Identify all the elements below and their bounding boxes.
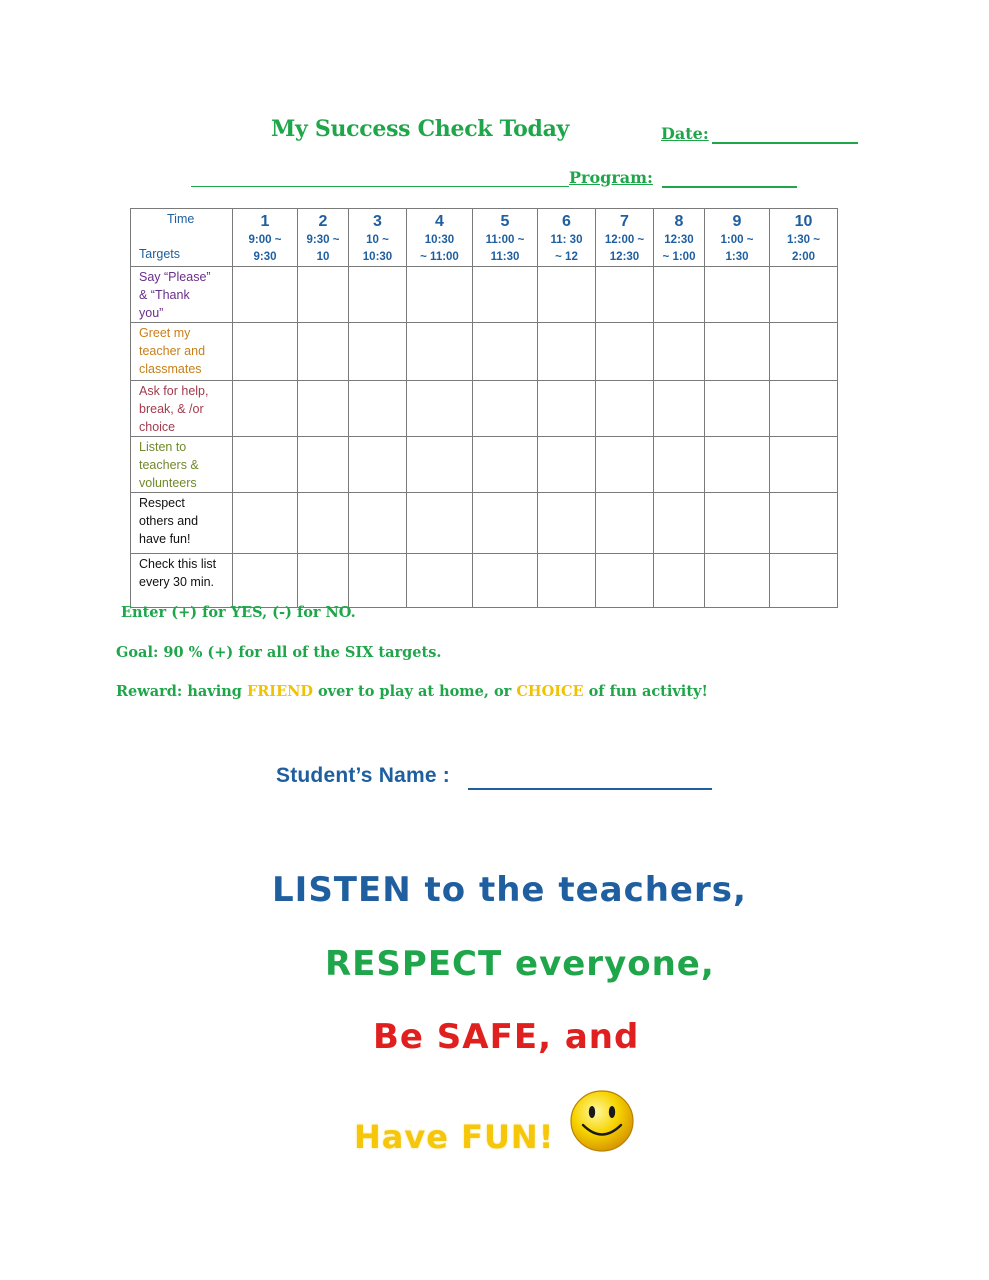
check-cell[interactable] <box>705 323 770 381</box>
motto-respect: RESPECT everyone, <box>325 944 715 984</box>
time-slot-start: 12:00 ~ <box>604 234 645 246</box>
time-slot-end: ~ 11:00 <box>420 251 459 263</box>
check-cell[interactable] <box>298 437 349 493</box>
check-cell[interactable] <box>298 493 349 554</box>
time-slot-start: 11:00 ~ <box>485 234 525 246</box>
check-cell[interactable] <box>705 437 770 493</box>
check-cell[interactable] <box>596 323 654 381</box>
time-slot-end: 2:00 <box>791 251 816 263</box>
reward-friend: FRIEND <box>246 683 313 700</box>
student-name-label: Student’s Name : <box>276 764 450 787</box>
time-slot-end: 10 <box>316 251 330 263</box>
time-slot-header-3 <box>349 209 407 267</box>
check-cell[interactable] <box>654 381 705 437</box>
check-cell[interactable] <box>654 323 705 381</box>
time-slot-start: 12:30 <box>664 234 694 246</box>
check-cell[interactable] <box>473 437 538 493</box>
check-cell[interactable] <box>770 437 838 493</box>
check-cell[interactable] <box>770 267 838 323</box>
time-slot-number: 7 <box>620 213 629 230</box>
check-cell[interactable] <box>538 554 596 608</box>
goal-instruction: Goal: 90 % (+) for all of the SIX targets. <box>116 644 442 661</box>
reward-middle: over to play at home, or <box>312 683 517 700</box>
check-cell[interactable] <box>770 493 838 554</box>
target-label-line: others and <box>139 514 199 528</box>
check-cell[interactable] <box>770 323 838 381</box>
time-slot-start: 9:00 ~ <box>248 234 282 246</box>
time-slot-start: 10 ~ <box>366 234 389 246</box>
check-cell[interactable] <box>596 267 654 323</box>
time-slot-end: ~ 1:00 <box>662 251 696 263</box>
check-cell[interactable] <box>349 437 407 493</box>
check-cell[interactable] <box>596 493 654 554</box>
check-cell[interactable] <box>233 554 298 608</box>
check-cell[interactable] <box>233 323 298 381</box>
time-slot-number: 5 <box>500 213 510 230</box>
check-cell[interactable] <box>298 323 349 381</box>
motto-fun: Have FUN! <box>354 1118 555 1156</box>
check-cell[interactable] <box>349 267 407 323</box>
check-cell[interactable] <box>705 554 770 608</box>
target-label-line: have fun! <box>139 532 191 546</box>
check-cell[interactable] <box>407 323 473 381</box>
check-cell[interactable] <box>233 381 298 437</box>
time-slot-number: 9 <box>732 213 742 230</box>
time-slot-start: 1:30 ~ <box>787 234 820 246</box>
check-cell[interactable] <box>596 437 654 493</box>
targets-heading: Targets <box>139 247 180 261</box>
enter-instruction: Enter (+) for YES, (-) for NO. <box>121 604 356 621</box>
program-lead-line <box>191 186 569 187</box>
check-cell[interactable] <box>298 381 349 437</box>
target-label-cell <box>131 323 233 381</box>
time-slot-number: 8 <box>674 213 684 230</box>
time-slot-end: 1:30 <box>725 251 749 263</box>
check-cell[interactable] <box>654 554 705 608</box>
check-cell[interactable] <box>473 267 538 323</box>
check-cell[interactable] <box>538 323 596 381</box>
time-slot-header-2 <box>298 209 349 267</box>
target-label-cell <box>131 267 233 323</box>
check-cell[interactable] <box>473 323 538 381</box>
time-slot-number: 6 <box>562 213 571 230</box>
program-label: Program: <box>569 168 653 187</box>
check-cell[interactable] <box>298 554 349 608</box>
time-slot-start: 9:30 ~ <box>306 234 340 246</box>
check-cell[interactable] <box>770 381 838 437</box>
target-row <box>131 323 838 381</box>
program-field-line[interactable] <box>662 186 797 188</box>
header-row <box>131 209 838 267</box>
check-cell[interactable] <box>407 554 473 608</box>
check-cell[interactable] <box>349 381 407 437</box>
time-slot-end: 11:30 <box>490 251 520 263</box>
corner-cell <box>131 209 233 267</box>
time-slot-number: 3 <box>373 213 382 230</box>
time-slot-number: 1 <box>260 213 270 230</box>
time-slot-end: ~ 12 <box>555 251 578 263</box>
date-field-line[interactable] <box>712 142 858 144</box>
check-cell[interactable] <box>349 554 407 608</box>
check-cell[interactable] <box>407 381 473 437</box>
check-cell[interactable] <box>407 493 473 554</box>
target-label-cell <box>131 381 233 437</box>
check-cell[interactable] <box>473 554 538 608</box>
motto-listen: LISTEN to the teachers, <box>272 870 747 910</box>
check-cell[interactable] <box>349 493 407 554</box>
check-cell[interactable] <box>233 437 298 493</box>
time-slot-header-7 <box>596 209 654 267</box>
smiley-face-icon <box>568 1088 636 1154</box>
motto-safe: Be SAFE, and <box>373 1017 640 1057</box>
time-slot-header-5 <box>473 209 538 267</box>
reward-choice: CHOICE <box>516 683 584 700</box>
check-cell[interactable] <box>473 493 538 554</box>
check-cell[interactable] <box>407 267 473 323</box>
check-cell[interactable] <box>654 267 705 323</box>
target-label-cell <box>131 437 233 493</box>
check-cell[interactable] <box>705 493 770 554</box>
check-cell[interactable] <box>407 437 473 493</box>
time-heading: Time <box>167 212 195 226</box>
time-slot-end: 9:30 <box>253 251 277 263</box>
target-label-line: classmates <box>139 362 202 376</box>
target-row <box>131 267 838 323</box>
target-label-line: teachers & <box>139 458 199 472</box>
check-cell[interactable] <box>298 267 349 323</box>
check-cell[interactable] <box>596 381 654 437</box>
time-slot-number: 4 <box>435 213 444 230</box>
target-label-line: Check this list <box>139 557 217 571</box>
target-label-line: Respect <box>139 496 185 510</box>
check-cell[interactable] <box>473 381 538 437</box>
check-cell[interactable] <box>538 267 596 323</box>
target-label-line: break, & /or <box>139 402 204 416</box>
target-label-line: Greet my <box>139 326 191 340</box>
success-check-table <box>130 208 838 608</box>
check-cell[interactable] <box>770 554 838 608</box>
target-label-line: volunteers <box>139 476 197 490</box>
time-slot-header-8 <box>654 209 705 267</box>
time-slot-header-6 <box>538 209 596 267</box>
time-slot-header-4 <box>407 209 473 267</box>
time-slot-header-10 <box>770 209 838 267</box>
reward-instruction <box>116 683 708 700</box>
target-label-line: teacher and <box>139 344 206 358</box>
time-slot-number: 2 <box>318 213 328 230</box>
target-label-line: Ask for help, <box>139 384 209 398</box>
target-label-line: & “Thank <box>139 288 190 302</box>
time-slot-start: 10:30 <box>424 234 455 246</box>
check-cell[interactable] <box>233 493 298 554</box>
time-slot-header-9 <box>705 209 770 267</box>
check-cell[interactable] <box>349 323 407 381</box>
time-slot-header-1 <box>233 209 298 267</box>
page-title: My Success Check Today <box>271 116 570 142</box>
check-cell[interactable] <box>538 381 596 437</box>
check-cell[interactable] <box>705 381 770 437</box>
target-label-line: every 30 min. <box>139 575 215 589</box>
check-cell[interactable] <box>596 554 654 608</box>
check-cell[interactable] <box>654 493 705 554</box>
time-slot-start: 11: 30 <box>550 234 583 246</box>
check-cell[interactable] <box>233 267 298 323</box>
reward-prefix: Reward: having <box>116 683 247 700</box>
target-label-line: choice <box>139 420 176 434</box>
date-label: Date: <box>661 124 709 143</box>
target-label-line: Listen to <box>139 440 187 454</box>
check-cell[interactable] <box>538 493 596 554</box>
target-row <box>131 437 838 493</box>
check-cell[interactable] <box>705 267 770 323</box>
target-row <box>131 554 838 608</box>
check-cell[interactable] <box>538 437 596 493</box>
reward-suffix: of fun activity! <box>583 683 708 700</box>
student-name-field-line[interactable] <box>468 788 712 790</box>
target-label-line: Say “Please” <box>139 270 211 284</box>
check-cell[interactable] <box>654 437 705 493</box>
time-slot-number: 10 <box>794 213 813 230</box>
target-row <box>131 381 838 437</box>
time-slot-start: 1:00 ~ <box>720 234 754 246</box>
target-label-cell <box>131 493 233 554</box>
time-slot-end: 12:30 <box>609 251 640 263</box>
time-slot-end: 10:30 <box>362 251 393 263</box>
target-label-cell <box>131 554 233 608</box>
target-row <box>131 493 838 554</box>
target-label-line: you” <box>139 306 164 320</box>
